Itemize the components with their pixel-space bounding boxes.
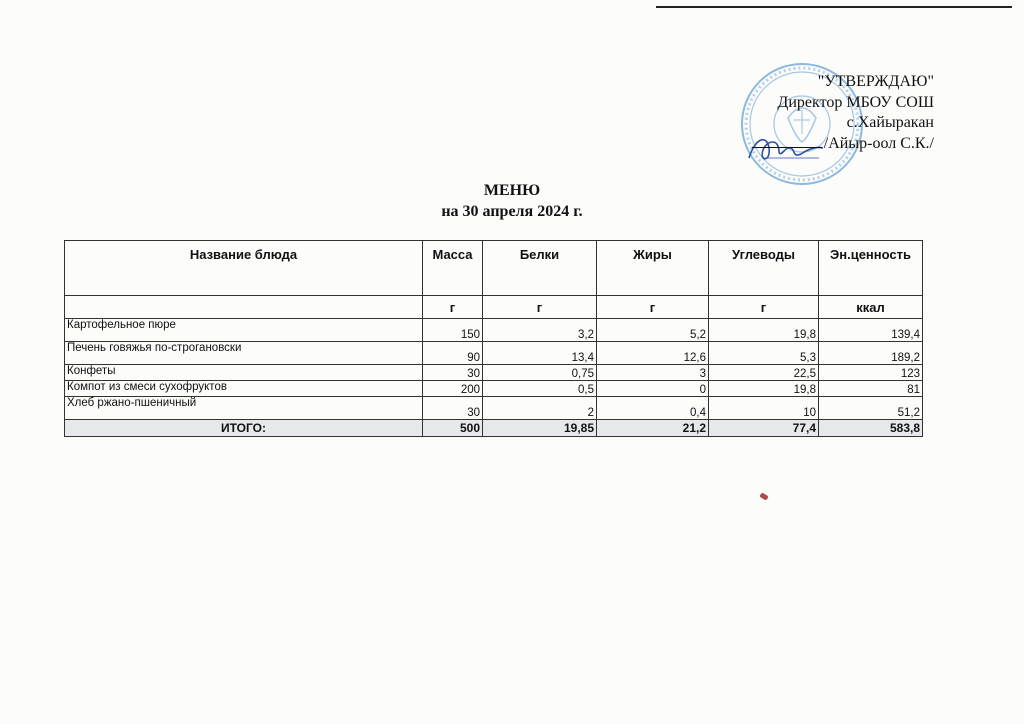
table-row — [65, 342, 923, 365]
unit-fat: г — [597, 296, 709, 319]
dish-mass: 200 — [423, 381, 483, 397]
total-fat: 21,2 — [597, 420, 709, 437]
ink-mark — [759, 492, 768, 500]
table-row — [65, 381, 923, 397]
approval-block — [752, 72, 934, 154]
dish-name: Хлеб ржано-пшеничный — [65, 397, 423, 420]
page-subtitle: на 30 апреля 2024 г. — [441, 203, 583, 220]
table-units-row — [65, 296, 923, 319]
approval-position: Директор МБОУ СОШ — [777, 93, 934, 111]
dish-protein: 2 — [483, 397, 597, 420]
table-row — [65, 319, 923, 342]
dish-mass: 150 — [423, 319, 483, 342]
dish-mass: 90 — [423, 342, 483, 365]
dish-energy: 123 — [819, 365, 923, 381]
dish-fat: 5,2 — [597, 319, 709, 342]
unit-dish — [65, 296, 423, 319]
header-carbs: Углеводы — [709, 241, 819, 296]
approval-place: с.Хайыракан — [846, 114, 934, 131]
table-row — [65, 397, 923, 420]
unit-protein: г — [483, 296, 597, 319]
page-title: МЕНЮ — [483, 182, 541, 199]
dish-name: Конфеты — [65, 365, 423, 381]
approval-signatory — [752, 134, 934, 155]
dish-carbs: 19,8 — [709, 319, 819, 342]
header-energy: Эн.ценность — [819, 241, 923, 296]
approval-heading: "УТВЕРЖДАЮ" — [817, 73, 934, 90]
approval-name: /Айыр-оол С.К./ — [823, 134, 934, 152]
top-rule — [656, 6, 1012, 8]
table-header-row — [65, 241, 923, 296]
dish-protein: 0,5 — [483, 381, 597, 397]
dish-energy: 51,2 — [819, 397, 923, 420]
total-energy: 583,8 — [819, 420, 923, 437]
table-row — [65, 365, 923, 381]
total-mass: 500 — [423, 420, 483, 437]
dish-mass: 30 — [423, 365, 483, 381]
header-protein: Белки — [483, 241, 597, 296]
unit-mass: г — [423, 296, 483, 319]
dish-energy: 81 — [819, 381, 923, 397]
dish-name: Печень говяжья по-строгановски — [65, 342, 423, 365]
dish-fat: 12,6 — [597, 342, 709, 365]
dish-mass: 30 — [423, 397, 483, 420]
dish-protein: 13,4 — [483, 342, 597, 365]
dish-fat: 0,4 — [597, 397, 709, 420]
dish-fat: 3 — [597, 365, 709, 381]
table-total-row — [65, 420, 923, 437]
dish-name: Картофельное пюре — [65, 319, 423, 342]
unit-carbs: г — [709, 296, 819, 319]
dish-carbs: 19,8 — [709, 381, 819, 397]
unit-energy: ккал — [819, 296, 923, 319]
menu-table — [64, 240, 923, 437]
header-fat: Жиры — [597, 241, 709, 296]
dish-protein: 3,2 — [483, 319, 597, 342]
total-carbs: 77,4 — [709, 420, 819, 437]
dish-protein: 0,75 — [483, 365, 597, 381]
dish-carbs: 22,5 — [709, 365, 819, 381]
total-protein: 19,85 — [483, 420, 597, 437]
dish-energy: 189,2 — [819, 342, 923, 365]
dish-name: Компот из смеси сухофруктов — [65, 381, 423, 397]
total-label: ИТОГО: — [65, 420, 423, 437]
header-dish: Название блюда — [65, 241, 423, 296]
dish-carbs: 5,3 — [709, 342, 819, 365]
dish-energy: 139,4 — [819, 319, 923, 342]
header-mass: Масса — [423, 241, 483, 296]
dish-carbs: 10 — [709, 397, 819, 420]
dish-fat: 0 — [597, 381, 709, 397]
